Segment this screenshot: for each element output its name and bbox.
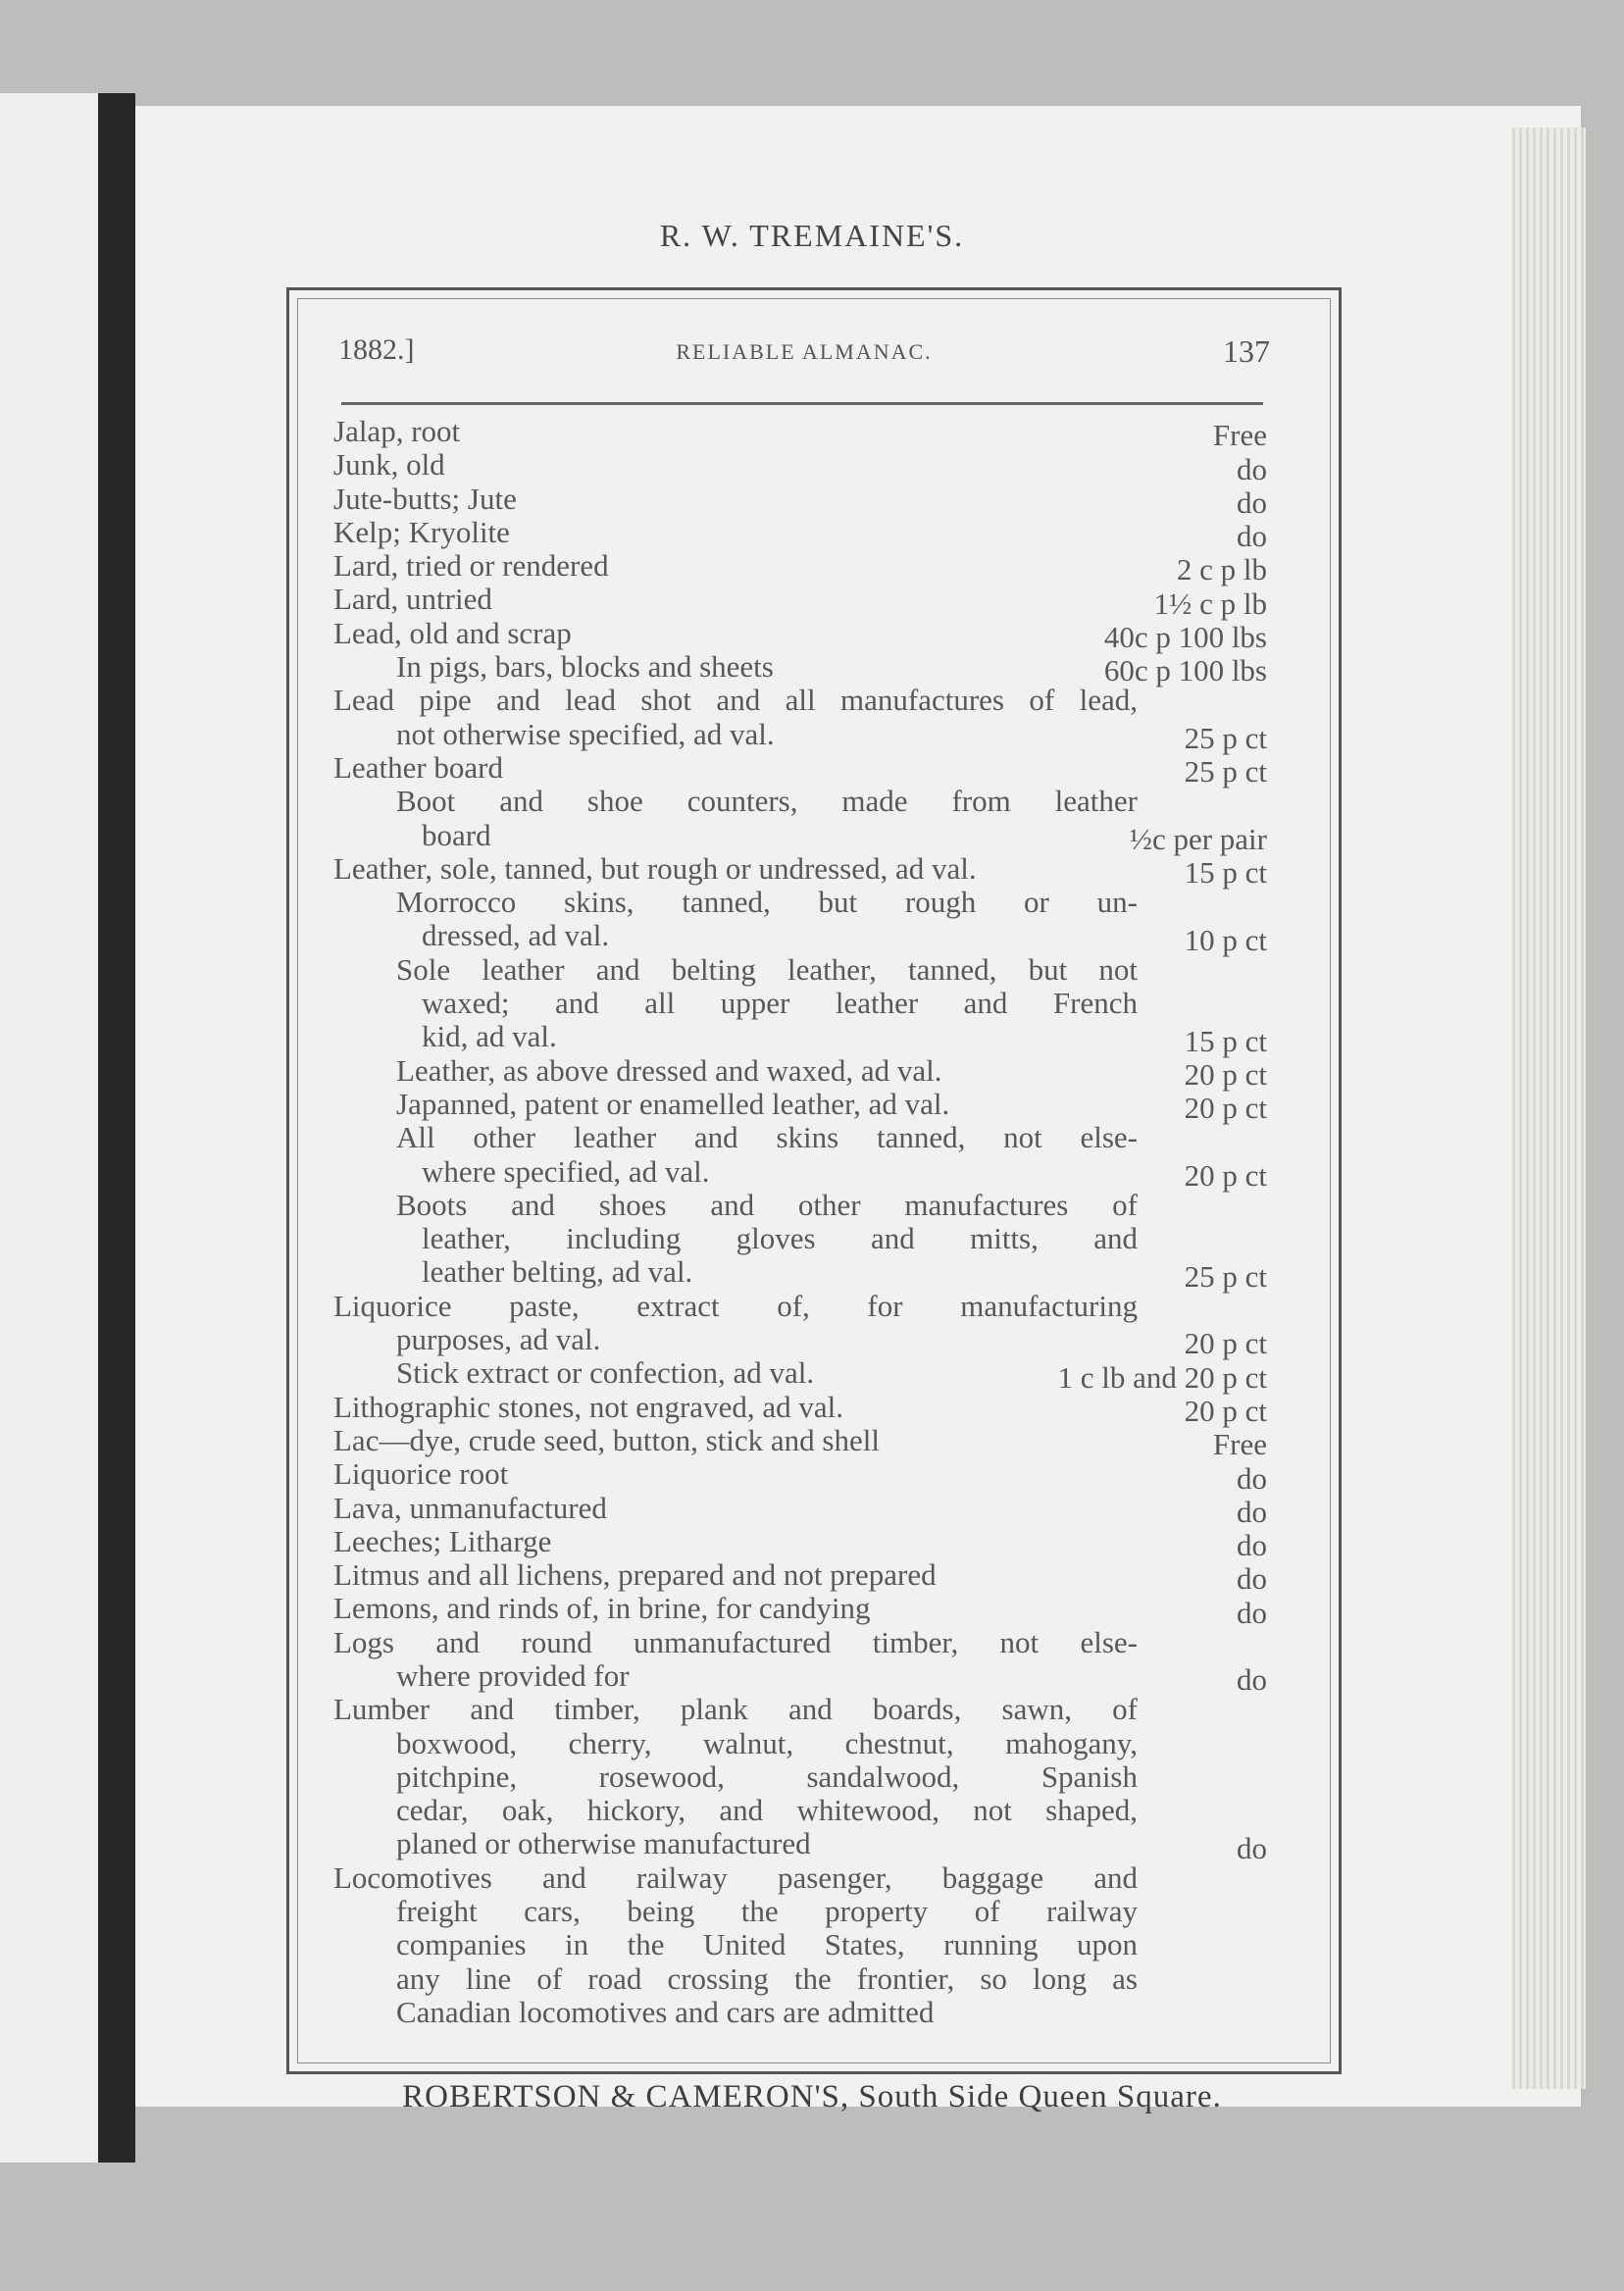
entry-line: pitchpine, rosewood, sandalwood, Spanish bbox=[396, 1758, 1138, 1794]
entry-line: companies in the United States, running upon bbox=[396, 1927, 1138, 1962]
entry-line: Kelp; Kryolite bbox=[333, 514, 510, 549]
entry-rate: do bbox=[1237, 1460, 1267, 1496]
tariff-list bbox=[333, 415, 1275, 2029]
entry-rate: do bbox=[1237, 1494, 1267, 1529]
entry-rate: 1½ c p lb bbox=[1153, 585, 1267, 621]
running-head-title: RELIABLE ALMANAC. bbox=[676, 339, 933, 364]
tariff-entry bbox=[333, 1557, 1275, 1597]
entry-line: Lithographic stones, not engraved, ad val. bbox=[333, 1389, 843, 1424]
tariff-entry bbox=[333, 1692, 1275, 1865]
tariff-entry bbox=[333, 514, 1275, 554]
entry-rate: do bbox=[1237, 1528, 1267, 1563]
tariff-entry bbox=[333, 447, 1275, 486]
entry-rate: 25 p ct bbox=[1184, 754, 1267, 789]
entry-rate: Free bbox=[1212, 418, 1267, 453]
entry-line: waxed; and all upper leather and French bbox=[422, 986, 1138, 1021]
tariff-entry bbox=[333, 885, 1275, 957]
tariff-entry bbox=[333, 1591, 1275, 1630]
entry-line: any line of road crossing the frontier, so long as bbox=[396, 1960, 1138, 1996]
tariff-entry bbox=[333, 1086, 1275, 1126]
entry-line: Litmus and all lichens, prepared and not prepared bbox=[333, 1557, 937, 1593]
tariff-entry bbox=[333, 582, 1275, 621]
running-head-year: 1882.] bbox=[338, 333, 415, 366]
page-header: R. W. TREMAINE'S. bbox=[659, 218, 965, 253]
entry-line: Lead, old and scrap bbox=[333, 615, 572, 650]
entry-line: purposes, ad val. bbox=[396, 1322, 601, 1357]
tariff-entry bbox=[333, 1288, 1275, 1361]
entry-line: Morrocco skins, tanned, but rough or un- bbox=[396, 885, 1138, 920]
entry-rate: 60c p 100 lbs bbox=[1103, 653, 1267, 688]
entry-line: Stick extract or confection, ad val. bbox=[396, 1355, 815, 1391]
entry-rate: 20 p ct bbox=[1184, 1091, 1267, 1126]
entry-line: Leeches; Litharge bbox=[333, 1523, 552, 1558]
entry-line: Japanned, patent or enamelled leather, ad val. bbox=[396, 1086, 950, 1121]
entry-line: Sole leather and belting leather, tanned, but not bbox=[396, 951, 1138, 987]
entry-rate: do bbox=[1237, 484, 1267, 520]
entry-rate: do bbox=[1237, 1662, 1267, 1698]
entry-line: leather, including gloves and mitts, and bbox=[422, 1221, 1138, 1256]
entry-line: boxwood, cherry, walnut, chestnut, mahogany, bbox=[396, 1725, 1138, 1760]
tariff-entry bbox=[333, 1456, 1275, 1496]
tariff-entry bbox=[333, 1523, 1275, 1563]
tariff-entry bbox=[333, 1355, 1275, 1395]
tariff-entry bbox=[333, 481, 1275, 520]
tariff-entry bbox=[333, 1187, 1275, 1294]
entry-line: board bbox=[422, 817, 491, 852]
entry-line: Lac—dye, crude seed, button, stick and shell bbox=[333, 1422, 880, 1457]
entry-rate: 15 p ct bbox=[1184, 1023, 1267, 1058]
entry-rate: do bbox=[1237, 1830, 1267, 1865]
entry-rate: 2 c p lb bbox=[1176, 552, 1267, 587]
tariff-entry bbox=[333, 615, 1275, 655]
book-spine bbox=[98, 93, 135, 2163]
entry-line: Leather board bbox=[333, 749, 503, 785]
entry-line: Jalap, root bbox=[333, 414, 461, 448]
tariff-entry bbox=[333, 1389, 1275, 1428]
entry-line: Lard, untried bbox=[333, 582, 492, 617]
entry-rate: Free bbox=[1212, 1427, 1267, 1462]
entry-line: Junk, old bbox=[333, 447, 445, 483]
entry-line: where specified, ad val. bbox=[422, 1153, 710, 1189]
entry-rate: 10 p ct bbox=[1184, 922, 1267, 957]
entry-line: Lemons, and rinds of, in brine, for candying bbox=[333, 1591, 871, 1626]
entry-rate: 20 p ct bbox=[1184, 1326, 1267, 1361]
entry-line: not otherwise specified, ad val. bbox=[396, 716, 775, 751]
tariff-entry bbox=[333, 1624, 1275, 1698]
entry-rate: do bbox=[1237, 1595, 1267, 1630]
entry-line: Liquorice paste, extract of, for manufacturing bbox=[333, 1288, 1138, 1323]
entry-line: planed or otherwise manufactured bbox=[396, 1826, 811, 1861]
entry-line: Locomotives and railway pasenger, baggage and bbox=[333, 1859, 1138, 1895]
entry-line: Lard, tried or rendered bbox=[333, 548, 609, 584]
entry-line: where provided for bbox=[396, 1657, 630, 1693]
tariff-entry bbox=[333, 548, 1275, 587]
header-rule bbox=[341, 402, 1263, 405]
entry-line: Jute-butts; Jute bbox=[333, 481, 517, 516]
entry-rate: do bbox=[1237, 1561, 1267, 1597]
tariff-entry bbox=[333, 414, 1275, 453]
page-number: 137 bbox=[1223, 333, 1270, 369]
tariff-entry bbox=[333, 1052, 1275, 1092]
entry-line: All other leather and skins tanned, not else- bbox=[396, 1120, 1138, 1155]
entry-rate: do bbox=[1237, 451, 1267, 486]
entry-rate: 25 p ct bbox=[1184, 720, 1267, 755]
tariff-entry bbox=[333, 1861, 1275, 2029]
footer-advert: ROBERTSON & CAMERON'S, South Side Queen Square. bbox=[402, 2079, 1222, 2114]
entry-rate: 15 p ct bbox=[1184, 855, 1267, 891]
tariff-entry bbox=[333, 749, 1275, 789]
entry-line: Leather, as above dressed and waxed, ad val. bbox=[396, 1052, 942, 1088]
entry-rate: 20 p ct bbox=[1184, 1157, 1267, 1193]
entry-line: Boot and shoe counters, made from leather bbox=[396, 784, 1138, 819]
entry-rate: 20 p ct bbox=[1184, 1056, 1267, 1092]
entry-rate: 20 p ct bbox=[1184, 1393, 1267, 1428]
tariff-entry bbox=[333, 649, 1275, 688]
entry-line: Canadian locomotives and cars are admitted bbox=[396, 1994, 935, 2029]
entry-line: Liquorice root bbox=[333, 1456, 509, 1492]
entry-line: cedar, oak, hickory, and whitewood, not shaped, bbox=[396, 1793, 1138, 1828]
tariff-entry bbox=[333, 1490, 1275, 1529]
tariff-entry bbox=[333, 784, 1275, 856]
entry-line: Lumber and timber, plank and boards, sawn, of bbox=[333, 1692, 1138, 1727]
entry-line: kid, ad val. bbox=[422, 1019, 557, 1054]
entry-rate: ½c per pair bbox=[1129, 821, 1267, 856]
entry-rate: 40c p 100 lbs bbox=[1103, 620, 1267, 655]
entry-line: Boots and shoes and other manufactures of bbox=[396, 1187, 1138, 1222]
entry-line: freight cars, being the property of railway bbox=[396, 1894, 1138, 1929]
entry-line: dressed, ad val. bbox=[422, 918, 610, 953]
running-head bbox=[338, 333, 1270, 373]
tariff-entry bbox=[333, 850, 1275, 891]
entry-line: leather belting, ad val. bbox=[422, 1254, 693, 1290]
entry-line: Lead pipe and lead shot and all manufactures of lead, bbox=[333, 683, 1138, 718]
entry-line: In pigs, bars, blocks and sheets bbox=[396, 649, 774, 685]
tariff-entry bbox=[333, 683, 1275, 755]
entry-line: Logs and round unmanufactured timber, not else- bbox=[333, 1624, 1138, 1659]
tariff-entry bbox=[333, 951, 1275, 1058]
tariff-entry bbox=[333, 1120, 1275, 1193]
entry-rate: do bbox=[1237, 519, 1267, 554]
tariff-entry bbox=[333, 1422, 1275, 1462]
page-edge bbox=[1512, 127, 1586, 2089]
entry-line: Leather, sole, tanned, but rough or undressed, ad val. bbox=[333, 850, 977, 886]
entry-rate: 25 p ct bbox=[1184, 1258, 1267, 1294]
entry-rate: 1 c lb and 20 p ct bbox=[1057, 1359, 1267, 1395]
entry-line: Lava, unmanufactured bbox=[333, 1490, 607, 1525]
